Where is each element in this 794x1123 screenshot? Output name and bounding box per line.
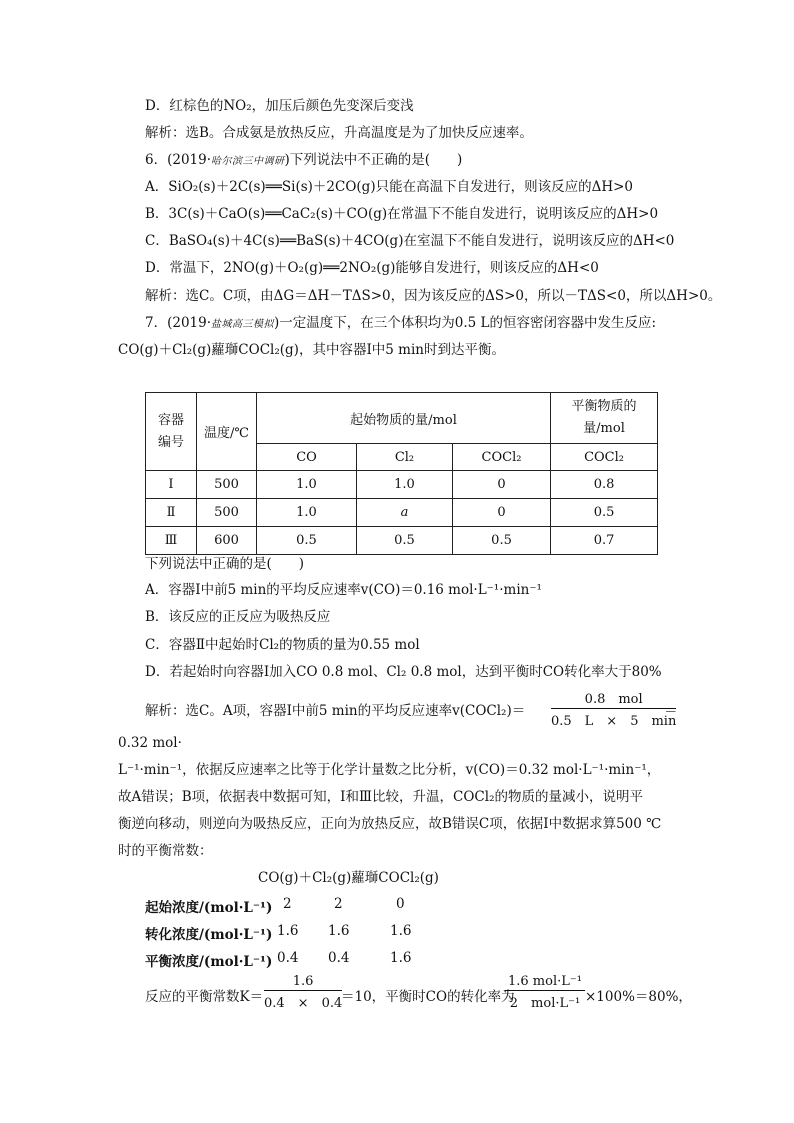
- q7-stem-line-1: [145, 314, 656, 334]
- k-text-3: ×100%＝80%，: [585, 989, 692, 1005]
- q7-option-b: B．该反应的正反应为吸热反应: [145, 609, 331, 625]
- header-temperature: 温度/℃: [197, 393, 257, 471]
- table-cell: Ⅰ: [146, 471, 197, 499]
- subheader-eq-cocl2: COCl₂: [551, 444, 658, 471]
- header-equilibrium-amount: 平衡物质的量/mol: [551, 393, 658, 444]
- conc-value: 1.6: [328, 923, 350, 939]
- table-cell: 0: [453, 499, 551, 527]
- conc-value: 2: [334, 896, 343, 912]
- q7-analysis-1: 解析：选C。A项，容器Ⅰ中前5 min的平均反应速率v(COCl₂)＝: [145, 703, 526, 719]
- table-cell: a: [357, 499, 453, 527]
- q7-analysis-4: 故A错误；B项，依据表中数据可知，Ⅰ和Ⅲ比较，升温，COCl₂的物质的量减小，说明平: [118, 789, 643, 805]
- q7-ask: 下列说法中正确的是( ): [145, 556, 305, 572]
- q7-analysis-6: 时的平衡常数：: [118, 843, 213, 859]
- table-cell: 0.8: [551, 471, 658, 499]
- q7-analysis-3: L⁻¹·min⁻¹，依据反应速率之比等于化学计量数之比分析，v(CO)＝0.32 mol·L⁻¹·min⁻¹，: [118, 762, 661, 778]
- q7-number: 7．(2019·: [145, 315, 212, 331]
- conc-value: 2: [283, 896, 292, 912]
- conc-value: 0.4: [277, 950, 299, 966]
- table-cell: 0.5: [551, 499, 658, 527]
- k-fraction-denominator: 0.4 × 0.4: [264, 996, 343, 1011]
- q6-stem-text: )下列说法中不正确的是( ): [284, 152, 463, 168]
- table-cell: 0.5: [453, 527, 551, 555]
- conc-value: 0.4: [328, 950, 350, 966]
- conc-label-initial: 起始浓度/(mol·L⁻¹): [145, 900, 273, 916]
- header-initial-amount: 起始物质的量/mol: [257, 393, 551, 444]
- q6-source: 哈尔滨三中调研: [211, 156, 285, 167]
- q7-stem-text: )一定温度下，在三个体积均为0.5 L的恒容密闭容器中发生反应:: [274, 315, 657, 331]
- subheader-co: CO: [257, 444, 357, 471]
- q7-option-a: A．容器Ⅰ中前5 min的平均反应速率v(CO)＝0.16 mol·L⁻¹·min⁻¹: [145, 582, 542, 598]
- table-cell: 0.5: [357, 527, 453, 555]
- q6-option-b: B．3C(s)＋CaO(s)══CaC₂(s)＋CO(g)在常温下不能自发进行，说明该反应的ΔH>0: [145, 206, 659, 222]
- q7-analysis-2: 0.32 mol·: [118, 735, 182, 751]
- q6-option-c: C．BaSO₄(s)＋4C(s)══BaS(s)＋4CO(g)在室温下不能自发进行，说明该反应的ΔH<0: [145, 233, 675, 249]
- q7-source: 盐城高三模拟: [211, 319, 275, 330]
- table-cell: 0: [453, 471, 551, 499]
- q6-stem: [145, 151, 462, 171]
- q6-number: 6．(2019·: [145, 152, 212, 168]
- table-cell: 1.0: [257, 471, 357, 499]
- conc-label-equilibrium: 平衡浓度/(mol·L⁻¹): [145, 954, 273, 970]
- conversion-fraction: [505, 974, 585, 1011]
- q6-option-a: A．SiO₂(s)＋2C(s)══Si(s)＋2CO(g)只能在高温下自发进行，则该反应的ΔH>0: [145, 179, 634, 195]
- conc-value: 1.6: [390, 923, 412, 939]
- table-row: [146, 527, 658, 555]
- table-row: [146, 499, 658, 527]
- q7-option-c: C．容器Ⅱ中起始时Cl₂的物质的量为0.55 mol: [145, 637, 420, 653]
- table-cell: 1.0: [257, 499, 357, 527]
- table-cell: Ⅱ: [146, 499, 197, 527]
- rate-fraction-numerator: 0.8 mol: [551, 688, 676, 709]
- q6-analysis: 解析：选C。C项，由ΔG＝ΔH－TΔS>0，因为该反应的ΔS>0，所以－TΔS<0，所以ΔH>0。: [145, 288, 722, 304]
- q5-option-d: D．红棕色的NO₂，加压后颜色先变深后变浅: [145, 98, 414, 114]
- subheader-cl2: Cl₂: [357, 444, 453, 471]
- table-cell: 500: [197, 471, 257, 499]
- table-cell: 0.5: [257, 527, 357, 555]
- k-text-1: 反应的平衡常数K＝: [145, 989, 264, 1005]
- conversion-fraction-numerator: 1.6 mol·L⁻¹: [505, 974, 585, 991]
- q7-analysis-5: 衡逆向移动，则逆向为吸热反应，正向为放热反应，故B错误C项，依据Ⅰ中数据求算500 ℃: [118, 816, 662, 832]
- conc-label-change: 转化浓度/(mol·L⁻¹): [145, 927, 273, 943]
- q5-analysis: 解析：选B。合成氨是放热反应，升高温度是为了加快反应速率。: [145, 125, 533, 141]
- table-cell: 0.7: [551, 527, 658, 555]
- q7-stem-line-2: CO(g)＋Cl₂(g)蘿瑡COCl₂(g)，其中容器Ⅰ中5 min时到达平衡。: [118, 342, 505, 358]
- reaction-equation: CO(g)＋Cl₂(g)蘿瑡COCl₂(g): [258, 870, 439, 886]
- table-cell: 500: [197, 499, 257, 527]
- q6-option-d: D．常温下，2NO(g)＋O₂(g)══2NO₂(g)能够自发进行，则该反应的ΔH<0: [145, 260, 599, 276]
- q7-data-table: [145, 392, 658, 555]
- table-cell: 1.0: [357, 471, 453, 499]
- header-vessel: 容器编号: [146, 393, 197, 471]
- q7-option-d: D．若起始时向容器Ⅰ加入CO 0.8 mol、Cl₂ 0.8 mol，达到平衡时CO转化率大于80%: [145, 664, 662, 680]
- conc-value: 0: [396, 896, 405, 912]
- table-cell: 600: [197, 527, 257, 555]
- table-cell: Ⅲ: [146, 527, 197, 555]
- conc-value: 1.6: [277, 923, 299, 939]
- k-fraction-numerator: 1.6: [264, 974, 342, 991]
- k-text-2: ＝10，平衡时CO的转化率为: [341, 989, 515, 1005]
- k-fraction: [264, 974, 342, 1011]
- conversion-fraction-denominator: 2 mol·L⁻¹: [509, 996, 581, 1011]
- conc-value: 1.6: [390, 950, 412, 966]
- table-row: [146, 471, 658, 499]
- rate-fraction: [551, 688, 676, 729]
- rate-fraction-denominator: 0.5 L × 5 min: [551, 714, 677, 729]
- subheader-cocl2: COCl₂: [453, 444, 551, 471]
- rate-equals: ＝: [664, 703, 678, 719]
